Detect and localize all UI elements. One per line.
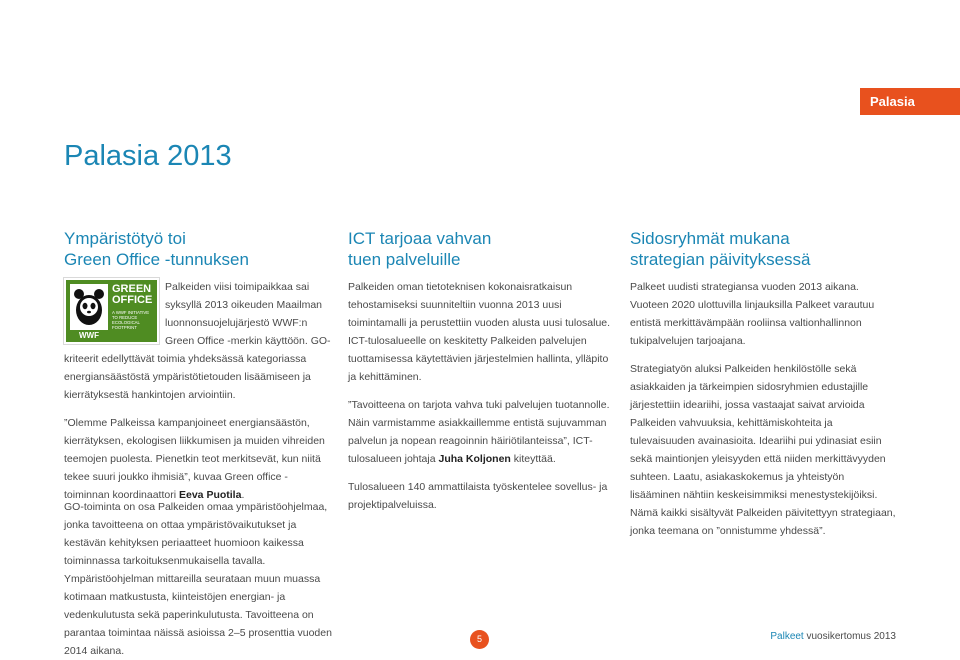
footer-label xyxy=(770,631,896,642)
col2-body xyxy=(348,278,614,514)
col3-heading xyxy=(630,228,810,270)
col2-paragraph-1: Palkeiden oman tietoteknisen kokonaisratkaisun tehostamiseksi suunniteltiin vuonna 2013 uusi toimintamalli ja perustettiin vuoden alusta uusi tulosalue. ICT-tulosalueelle on keskitetty Palkeiden palvelujen tuottamisessa käytettävien järjestelmien hallinta, ylläpito ja kehittäminen. xyxy=(348,281,611,383)
col2-paragraph-2: ”Tavoitteena on tarjota vahva tuki palvelujen tuotannolle. Näin varmistamme asiakkaillemme entistä sujuvamman palvelun ja nopean reagoinnin häiriötilanteissa”, ICT-tulosalueen johtaja Juha Koljonen kiteyttää. xyxy=(348,399,610,465)
wwf-wordmark: WWF xyxy=(79,331,99,340)
page-title: Palasia 2013 xyxy=(64,140,232,172)
green-office-logo xyxy=(64,278,159,344)
col1-heading-line2: Green Office -tunnuksen xyxy=(64,250,249,269)
logo-tagline: A WWF INITIATIVE TO REDUCE ECOLOGICAL FOOTPRINT xyxy=(112,310,150,330)
col3-heading-line1: Sidosryhmät mukana xyxy=(630,229,790,248)
footer-report-name: vuosikertomus 2013 xyxy=(806,631,896,642)
col2-heading-line2: tuen palveluille xyxy=(348,250,461,269)
logo-title: GREEN OFFICE xyxy=(112,283,153,306)
panda-icon xyxy=(70,284,108,330)
col1-heading-line1: Ympäristötyö toi xyxy=(64,229,186,248)
col2-quote-author: Juha Koljonen xyxy=(438,453,511,465)
page-number: 5 xyxy=(470,630,489,649)
section-tab: Palasia xyxy=(860,88,960,115)
col3-paragraph-1: Palkeet uudisti strategiansa vuoden 2013 aikana. Vuoteen 2020 ulottuvilla linjauksilla Palkeet varautuu entistä merkittävämpään rooliinsa valtionhallinnon tukipalvelujen tarjoajana. xyxy=(630,281,875,347)
col3-paragraph-2: Strategiatyön aluksi Palkeiden henkilöstölle sekä asiakkaiden ja tärkeimpien sidosryhmien edustajille järjestettiin ideariihi, jossa vastaajat saivat arvioida Palkeiden vahvuuksia, kehittämiskohteita ja tulevaisuuden avainasioita. Ideariihi pui ydinasiat esiin sekä maintionjen yleisyyden että niiden merkittävyyden suhteen. Laatu, asiakaskokemus ja yhteistyön lisääminen nähtiin keskeisimmiksi menestystekijöiksi. Nämä kaikki sisältyvät Palkeiden päivitettyyn strategiaan, jonka teemana on ”onnistumme yhdessä”. xyxy=(630,363,896,537)
col1-paragraph-1: Palkeiden viisi toimipaikkaa sai syksyllä 2013 oikeuden Maailman luonnonsuojelujärjestö WWF:n Green Office -merkin käyttöön. GO-kriteerit edellyttävät toimia yhdeksässä kategoriassa energiansäästöstä ympäristötietouden lisäämiseen ja kierrätyksestä hankintojen arviointiin. xyxy=(64,281,331,401)
col2-heading-line1: ICT tarjoaa vahvan xyxy=(348,229,492,248)
col1-heading xyxy=(64,228,249,270)
col2-heading xyxy=(348,228,491,270)
col1-lower-body xyxy=(64,498,332,660)
col1-quote-author: Eeva Puotila xyxy=(179,489,242,501)
col3-heading-line2: strategian päivityksessä xyxy=(630,250,811,269)
col2-paragraph-3: Tulosalueen 140 ammattilaista työskentelee sovellus- ja projektipalveluissa. xyxy=(348,481,608,511)
footer-brand: Palkeet xyxy=(770,631,804,642)
col1-body xyxy=(64,278,332,504)
col3-body xyxy=(630,278,896,540)
col1-paragraph-2: ”Olemme Palkeissa kampanjoineet energiansäästön, kierrätyksen, ekologisen liikkumisen ja muiden vihreiden teemojen puolesta. Pienetkin teot merkitsevät, kun niitä tekee suuri joukko ihmisiä”, kuvaa Green office -toiminnan koordinaattori Eeva Puotila. xyxy=(64,417,325,501)
col1-paragraph-3: GO-toiminta on osa Palkeiden omaa ympäristöohjelmaa, jonka tavoitteena on ottaa ympäristövaikutukset ja kestävän kehityksen periaatteet huomioon kaikessa toiminnassa tarkoituksenmukaisella tavalla. Ympäristöohjelman mittareilla seurataan muun muassa kotimaan matkustusta, kiinteistöjen energian- ja vedenkulutusta sekä paperinkulutusta. Tavoitteena on parantaa toimintaa näissä asioissa 2–5 prosenttia vuoden 2014 aikana. xyxy=(64,501,332,657)
